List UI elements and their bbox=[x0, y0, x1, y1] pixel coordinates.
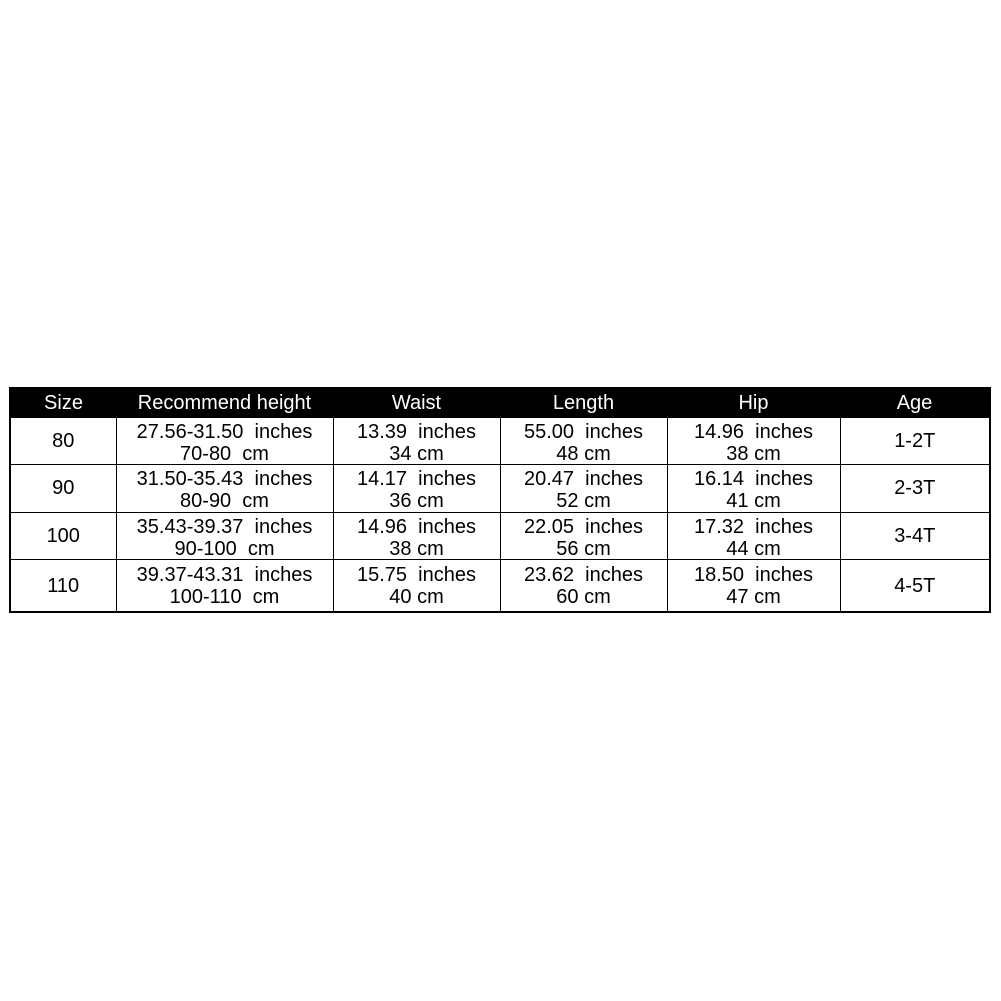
height-cm: 80-90 cm bbox=[180, 490, 269, 513]
length-cm: 56 cm bbox=[556, 537, 611, 560]
length-cm: 48 cm bbox=[556, 443, 611, 466]
cell-waist bbox=[333, 560, 500, 611]
cell-size: 90 bbox=[11, 465, 116, 512]
cell-length bbox=[500, 418, 667, 465]
hip-inches: 18.50 inches bbox=[694, 563, 813, 586]
length-inches: 55.00 inches bbox=[524, 421, 643, 444]
table-row bbox=[11, 465, 989, 512]
length-inches: 22.05 inches bbox=[524, 515, 643, 538]
cell-age: 1-2T bbox=[840, 418, 989, 465]
cell-hip bbox=[667, 560, 840, 611]
header-size: Size bbox=[11, 389, 116, 418]
height-cm: 100-110 cm bbox=[169, 585, 280, 608]
length-cm: 52 cm bbox=[556, 490, 611, 513]
waist-cm: 36 cm bbox=[389, 490, 444, 513]
length-inches: 23.62 inches bbox=[524, 563, 643, 586]
cell-size: 100 bbox=[11, 512, 116, 559]
hip-cm: 38 cm bbox=[726, 443, 781, 466]
table-row bbox=[11, 560, 989, 611]
table-row bbox=[11, 418, 989, 465]
height-cm: 70-80 cm bbox=[180, 443, 269, 466]
height-inches: 35.43-39.37 inches bbox=[136, 515, 313, 538]
table-row bbox=[11, 512, 989, 559]
cell-length bbox=[500, 512, 667, 559]
cell-waist bbox=[333, 418, 500, 465]
cell-waist bbox=[333, 512, 500, 559]
waist-inches: 14.17 inches bbox=[357, 468, 476, 491]
cell-size: 110 bbox=[11, 560, 116, 611]
waist-cm: 40 cm bbox=[389, 585, 444, 608]
height-cm: 90-100 cm bbox=[174, 537, 275, 560]
height-inches: 27.56-31.50 inches bbox=[136, 421, 313, 444]
hip-inches: 16.14 inches bbox=[694, 468, 813, 491]
cell-height bbox=[116, 418, 333, 465]
waist-inches: 14.96 inches bbox=[357, 515, 476, 538]
hip-cm: 44 cm bbox=[726, 537, 781, 560]
cell-hip bbox=[667, 465, 840, 512]
cell-age: 4-5T bbox=[894, 574, 936, 597]
cell-hip bbox=[667, 512, 840, 559]
cell-length bbox=[500, 560, 667, 611]
height-inches: 39.37-43.31 inches bbox=[136, 563, 313, 586]
length-cm: 60 cm bbox=[556, 585, 611, 608]
cell-age: 3-4T bbox=[840, 512, 989, 559]
length-inches: 20.47 inches bbox=[524, 468, 643, 491]
waist-inches: 15.75 inches bbox=[357, 563, 476, 586]
cell-height bbox=[116, 465, 333, 512]
cell-height bbox=[116, 512, 333, 559]
hip-inches: 17.32 inches bbox=[694, 515, 813, 538]
waist-cm: 38 cm bbox=[389, 537, 444, 560]
cell-hip bbox=[667, 418, 840, 465]
header-waist: Waist bbox=[333, 389, 500, 418]
cell-size: 80 bbox=[11, 418, 116, 465]
height-inches: 31.50-35.43 inches bbox=[136, 468, 313, 491]
header-length: Length bbox=[500, 389, 667, 418]
waist-cm: 34 cm bbox=[389, 443, 444, 466]
cell-length bbox=[500, 465, 667, 512]
header-age: Age bbox=[840, 389, 989, 418]
hip-inches: 14.96 inches bbox=[694, 421, 813, 444]
size-chart-table bbox=[9, 387, 991, 613]
header-row bbox=[11, 389, 989, 418]
header-recommend-height: Recommend height bbox=[116, 389, 333, 418]
cell-age: 2-3T bbox=[840, 465, 989, 512]
size-table bbox=[11, 389, 989, 611]
header-hip: Hip bbox=[667, 389, 840, 418]
waist-inches: 13.39 inches bbox=[357, 421, 476, 444]
cell-height bbox=[116, 560, 333, 611]
cell-waist bbox=[333, 465, 500, 512]
hip-cm: 47 cm bbox=[726, 585, 781, 608]
hip-cm: 41 cm bbox=[726, 490, 781, 513]
